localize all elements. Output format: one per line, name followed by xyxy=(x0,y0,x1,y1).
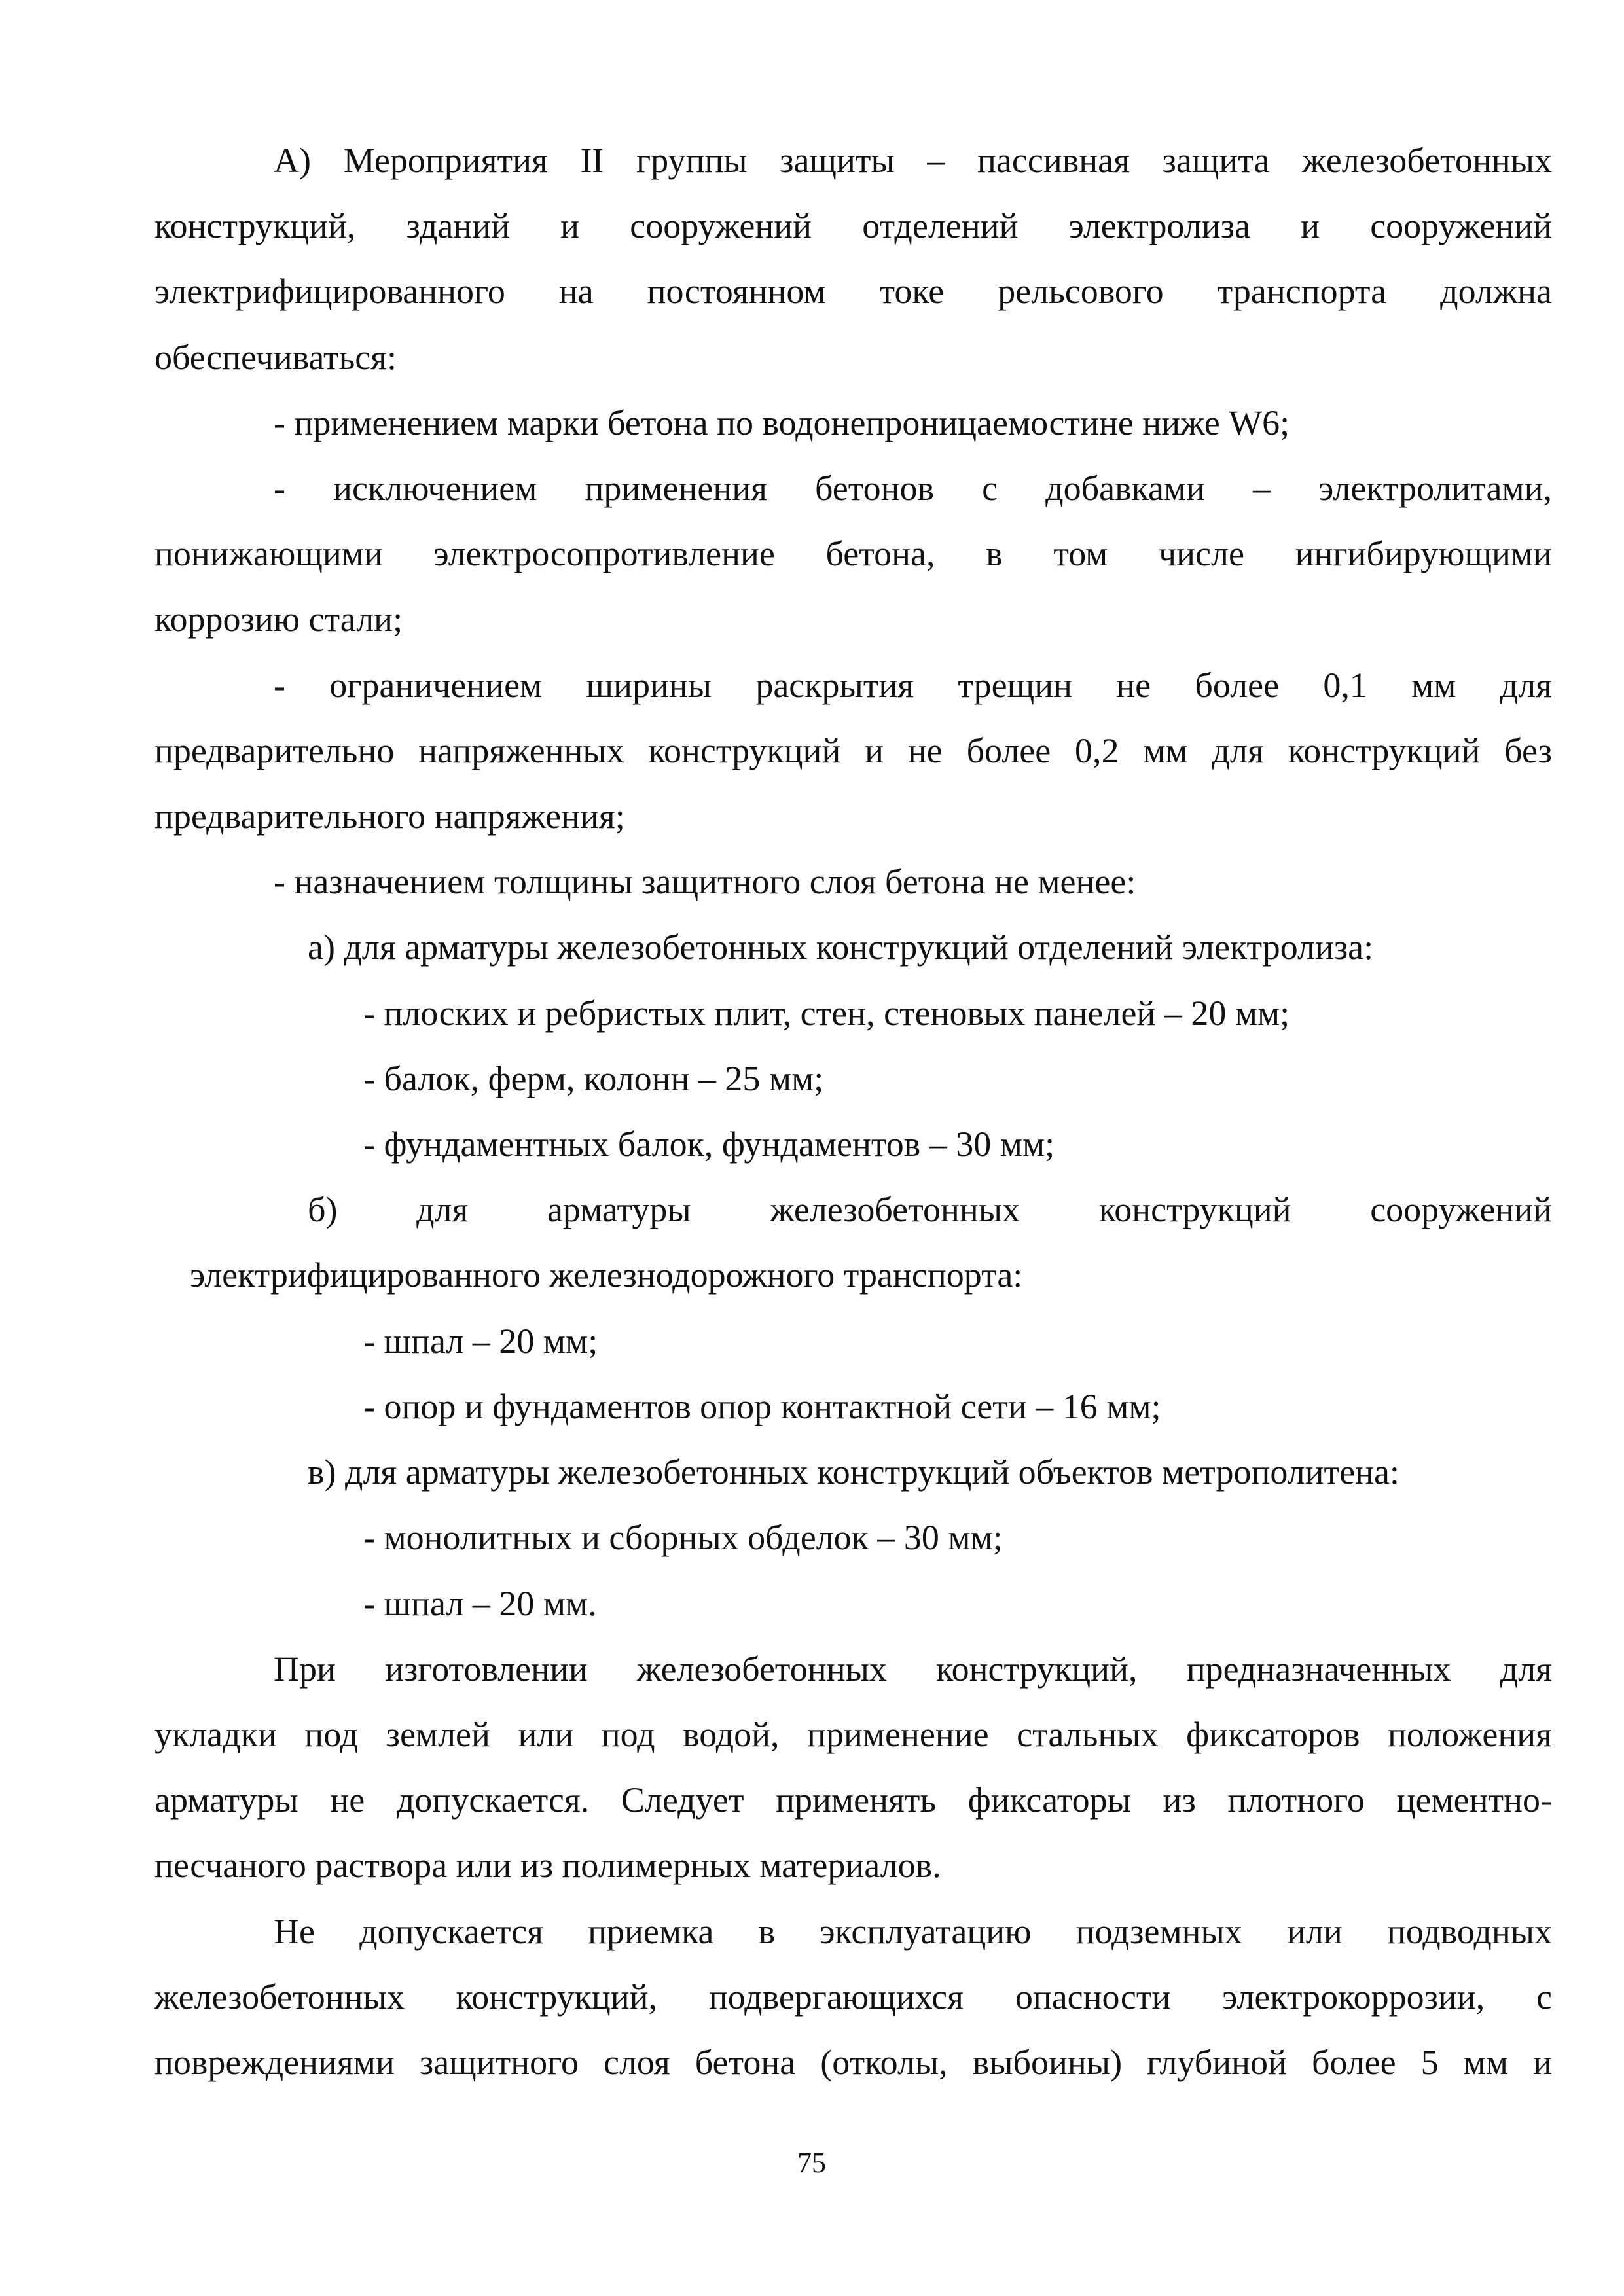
para-a-line-3: электрифицированного на постоянном токе рельсового транспорта должна xyxy=(154,272,1552,311)
para-a-line-2: конструкций, зданий и сооружений отделений электролиза и сооружений xyxy=(154,206,1552,245)
bullet-4: - назначением толщины защитного слоя бетона не менее: xyxy=(274,862,1136,901)
sub-a-item-2: - балок, ферм, колонн – 25 мм; xyxy=(363,1059,824,1098)
para-accept-line-3: повреждениями защитного слоя бетона (отколы, выбоины) глубиной более 5 мм и xyxy=(154,2043,1552,2082)
para-fix-line-4: песчаного раствора или из полимерных материалов. xyxy=(154,1846,941,1885)
sub-b-title-line-1: б) для арматуры железобетонных конструкций сооружений xyxy=(308,1190,1552,1229)
sub-b-item-1: - шпал – 20 мм; xyxy=(363,1321,598,1361)
sub-v-title: в) для арматуры железобетонных конструкций объектов метрополитена: xyxy=(308,1452,1399,1492)
bullet-3-line-2: предварительно напряженных конструкций и не более 0,2 мм для конструкций без xyxy=(154,731,1552,770)
para-fix-line-1: При изготовлении железобетонных конструкций, предназначенных для xyxy=(274,1649,1552,1689)
sub-a-title: а) для арматуры железобетонных конструкций отделений электролиза: xyxy=(308,927,1374,967)
para-a-line-1: А) Мероприятия II группы защиты – пассивная защита железобетонных xyxy=(274,141,1552,180)
para-fix-line-2: укладки под землей или под водой, применение стальных фиксаторов положения xyxy=(154,1715,1552,1754)
bullet-2-line-1: - исключением применения бетонов с добавками – электролитами, xyxy=(274,469,1552,508)
para-fix-line-3: арматуры не допускается. Следует применять фиксаторы из плотного цементно- xyxy=(154,1780,1552,1820)
sub-b-item-2: - опор и фундаментов опор контактной сети – 16 мм; xyxy=(363,1387,1161,1426)
para-accept-line-1: Не допускается приемка в эксплуатацию подземных или подводных xyxy=(274,1912,1552,1951)
page-number: 75 xyxy=(797,2147,826,2179)
sub-v-item-1: - монолитных и сборных обделок – 30 мм; xyxy=(363,1518,1003,1557)
bullet-2-line-3: коррозию стали; xyxy=(154,600,403,639)
sub-a-item-1: - плоских и ребристых плит, стен, стеновых панелей – 20 мм; xyxy=(363,994,1290,1033)
bullet-3-line-1: - ограничением ширины раскрытия трещин не более 0,1 мм для xyxy=(274,666,1552,705)
sub-v-item-2: - шпал – 20 мм. xyxy=(363,1584,597,1623)
para-accept-line-2: железобетонных конструкций, подвергающихся опасности электрокоррозии, с xyxy=(154,1977,1552,2017)
para-a-line-4: обеспечиваться: xyxy=(154,338,397,377)
bullet-3-line-3: предварительного напряжения; xyxy=(154,797,625,836)
bullet-1: - применением марки бетона по водонепроницаемостине ниже W6; xyxy=(274,403,1290,442)
bullet-2-line-2: понижающими электросопротивление бетона, в том числе ингибирующими xyxy=(154,534,1552,573)
sub-b-title-line-2: электрифицированного железнодорожного транспорта: xyxy=(190,1255,1023,1295)
sub-a-item-3: - фундаментных балок, фундаментов – 30 мм; xyxy=(363,1124,1055,1164)
